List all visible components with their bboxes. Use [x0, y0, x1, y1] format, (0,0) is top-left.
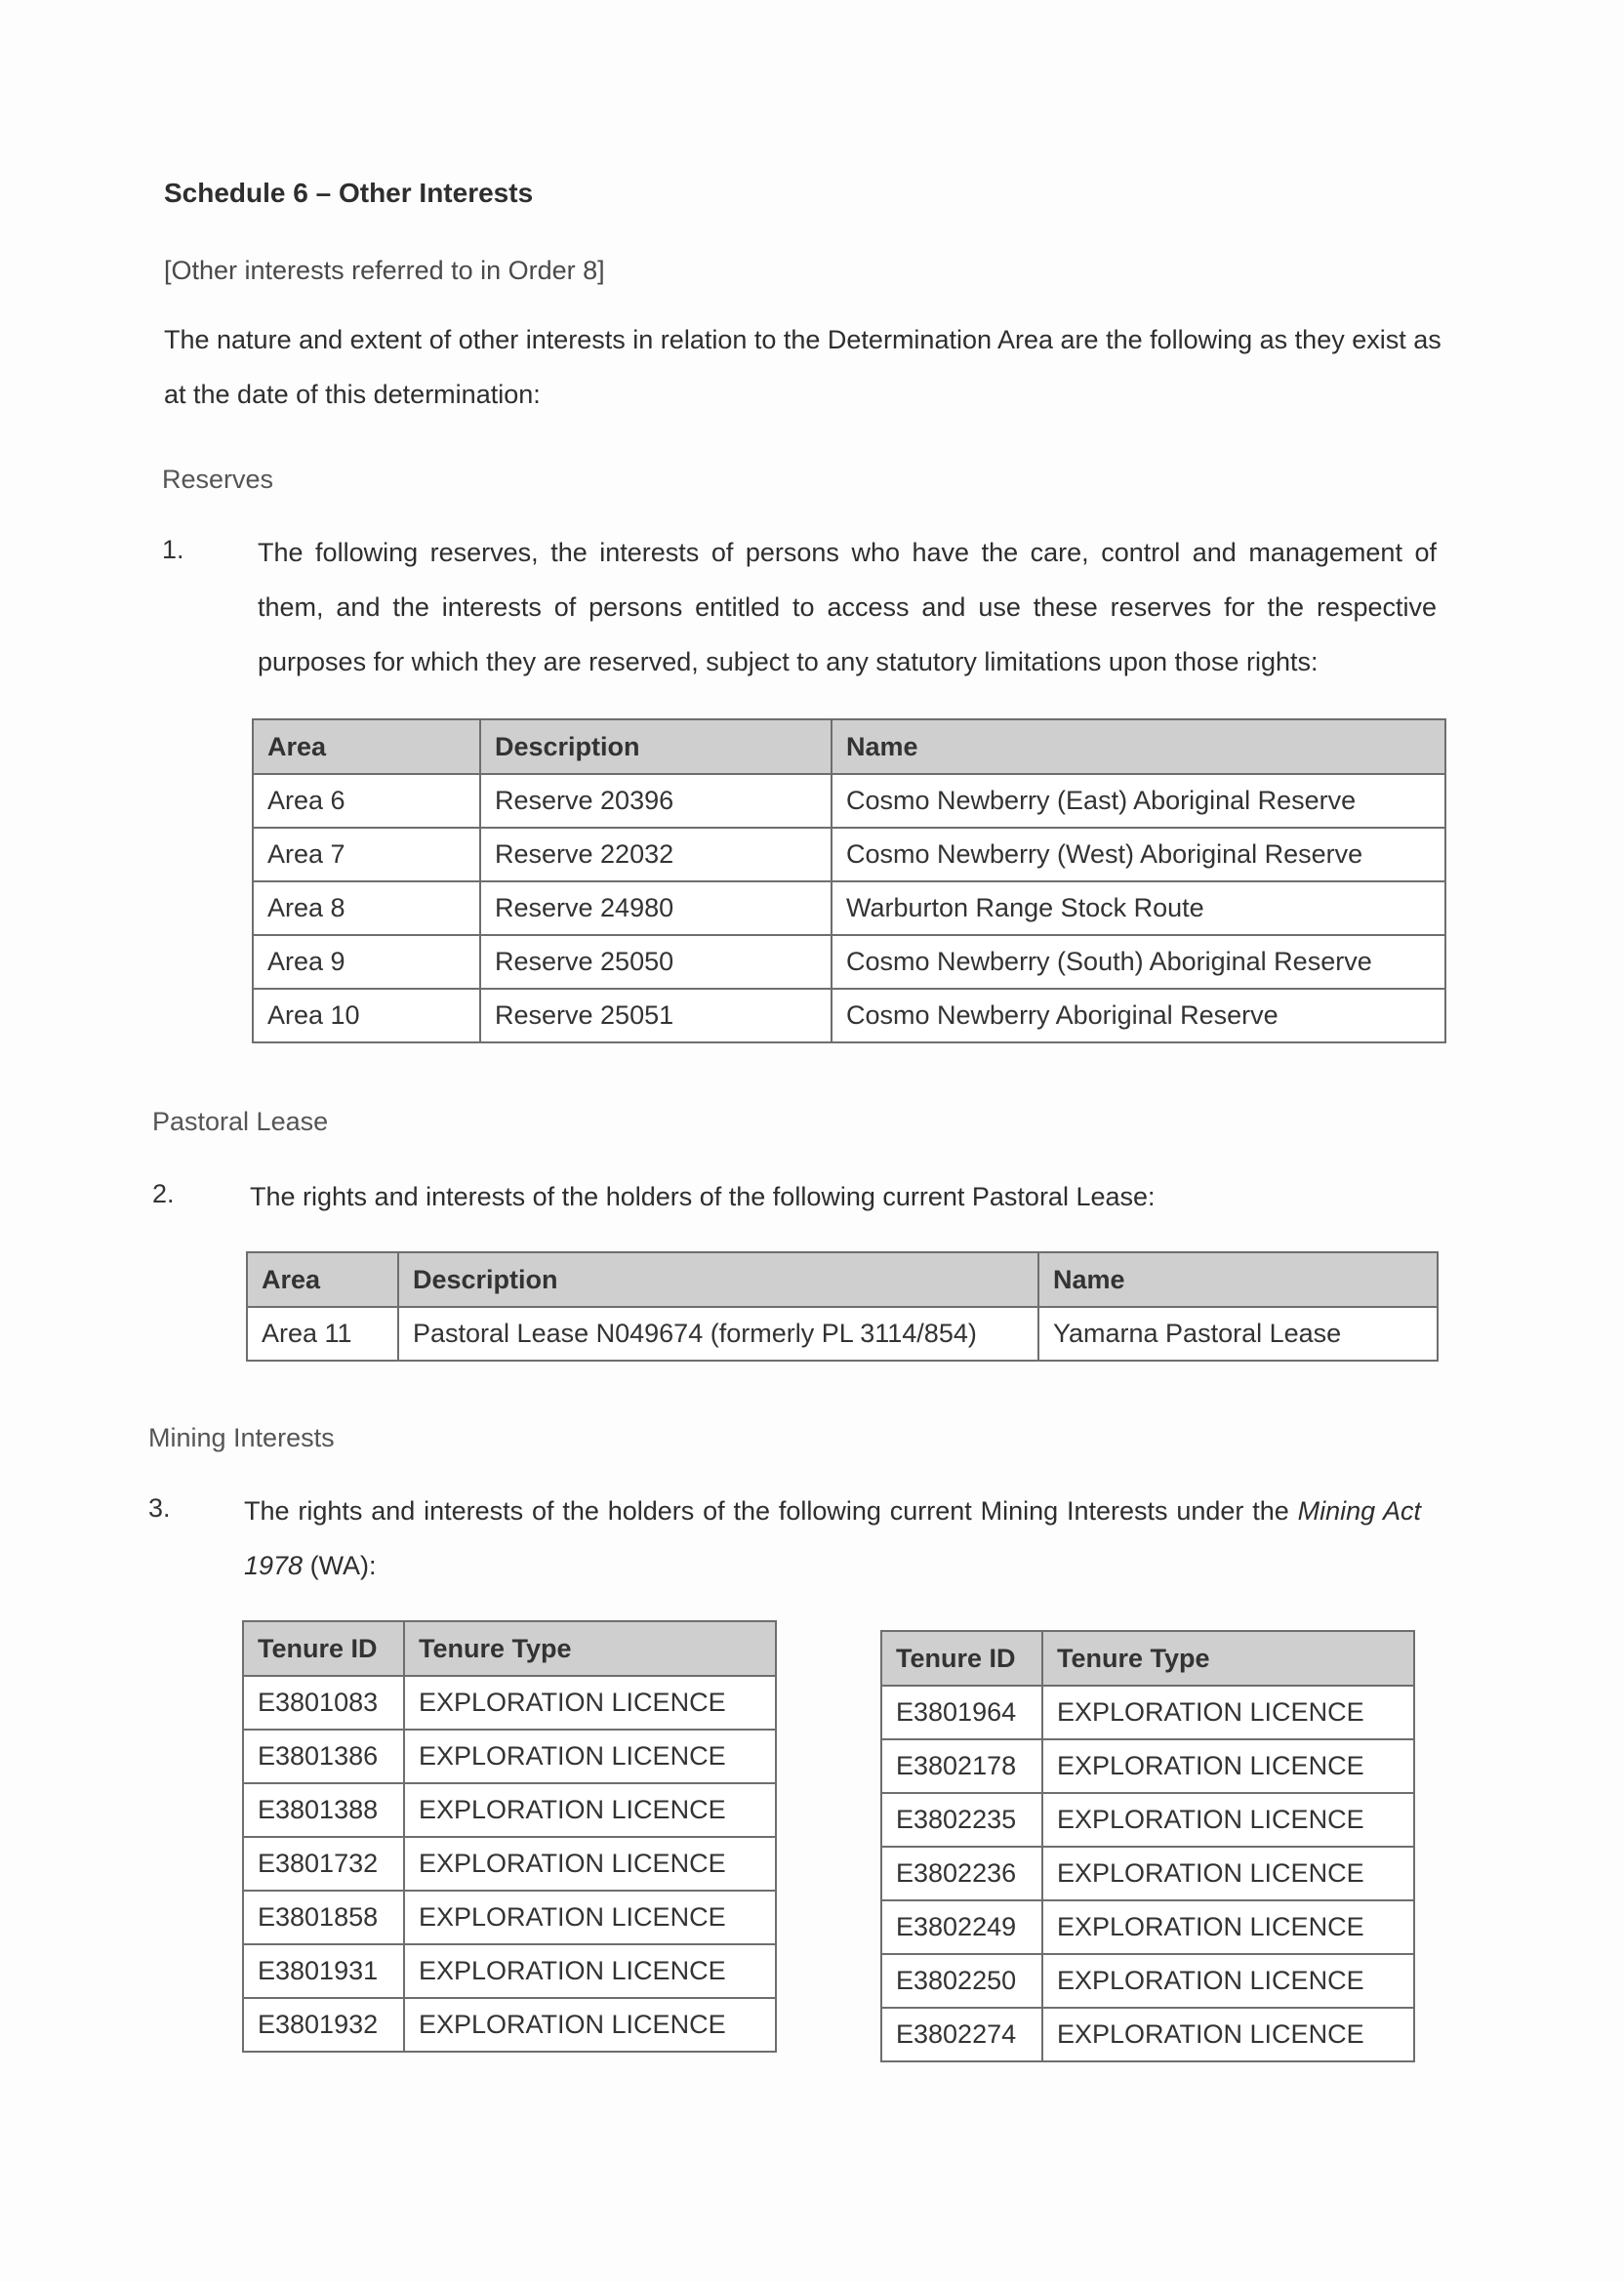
table-row — [881, 1793, 1414, 1847]
mining-table-right — [880, 1630, 1415, 2062]
section-heading-mining-interests: Mining Interests — [148, 1423, 335, 1452]
pastoral-lease-table — [246, 1251, 1439, 1362]
cell-area: Area 7 — [253, 828, 480, 881]
table-row — [253, 774, 1445, 828]
cell-area: Area 8 — [253, 881, 480, 935]
cell-tenure-type: EXPLORATION LICENCE — [1042, 1793, 1414, 1847]
mining-table-left — [242, 1620, 777, 2053]
table-header-row — [247, 1252, 1438, 1307]
cell-area: Area 10 — [253, 989, 480, 1042]
cell-tenure-type: EXPLORATION LICENCE — [1042, 2008, 1414, 2061]
column-header-tenure-type: Tenure Type — [1042, 1631, 1414, 1686]
cell-area: Area 9 — [253, 935, 480, 989]
mining-paragraph-text: The rights and interests of the holders of the following current Mining Interests under the — [244, 1496, 1289, 1526]
cell-tenure-type: EXPLORATION LICENCE — [1042, 1954, 1414, 2008]
cell-description: Reserve 22032 — [480, 828, 832, 881]
cell-tenure-type: EXPLORATION LICENCE — [404, 1676, 776, 1730]
cell-description: Reserve 20396 — [480, 774, 832, 828]
cell-tenure-id: E3802250 — [881, 1954, 1042, 2008]
cell-tenure-type: EXPLORATION LICENCE — [404, 1783, 776, 1837]
cell-tenure-id: E3801858 — [243, 1891, 404, 1944]
cell-name: Cosmo Newberry (East) Aboriginal Reserve — [832, 774, 1445, 828]
reserves-paragraph: The following reserves, the interests of persons who have the care, control and management of them, and the interests of persons entitled to access and use these reserves for the respective purposes for which they are reserved, subject to any statutory limitations upon those rights: — [258, 538, 1437, 676]
cell-description: Reserve 25050 — [480, 935, 832, 989]
table-row — [881, 1847, 1414, 1900]
section-heading-reserves: Reserves — [162, 465, 274, 494]
table-row — [881, 2008, 1414, 2061]
cell-tenure-type: EXPLORATION LICENCE — [1042, 1900, 1414, 1954]
table-row — [253, 935, 1445, 989]
cell-tenure-type: EXPLORATION LICENCE — [404, 1944, 776, 1998]
column-header-area: Area — [247, 1252, 398, 1307]
column-header-name: Name — [832, 719, 1445, 774]
column-header-tenure-id: Tenure ID — [881, 1631, 1042, 1686]
section-heading-pastoral-lease: Pastoral Lease — [152, 1107, 329, 1136]
item-number-2: 2. — [152, 1179, 175, 1208]
mining-act-name: Mining Act 1978 — [244, 1496, 1422, 1580]
table-row — [881, 1686, 1414, 1739]
column-header-name: Name — [1038, 1252, 1438, 1307]
column-header-tenure-id: Tenure ID — [243, 1621, 404, 1676]
cell-tenure-id: E3801083 — [243, 1676, 404, 1730]
column-header-description: Description — [480, 719, 832, 774]
cell-tenure-id: E3802178 — [881, 1739, 1042, 1793]
mining-paragraph — [244, 1484, 1421, 1593]
cell-tenure-id: E3801932 — [243, 1998, 404, 2052]
column-header-area: Area — [253, 719, 480, 774]
cell-tenure-type: EXPLORATION LICENCE — [404, 1837, 776, 1891]
table-row — [253, 881, 1445, 935]
table-row — [243, 1891, 776, 1944]
table-row — [243, 1998, 776, 2052]
table-header-row — [253, 719, 1445, 774]
cell-tenure-type: EXPLORATION LICENCE — [1042, 1847, 1414, 1900]
item-number-1: 1. — [162, 535, 184, 564]
cell-name: Warburton Range Stock Route — [832, 881, 1445, 935]
cell-name: Cosmo Newberry (South) Aboriginal Reserve — [832, 935, 1445, 989]
page-title: Schedule 6 – Other Interests — [164, 178, 534, 208]
table-row — [243, 1676, 776, 1730]
table-row — [243, 1944, 776, 1998]
cell-tenure-id: E3801388 — [243, 1783, 404, 1837]
cell-tenure-type: EXPLORATION LICENCE — [404, 1730, 776, 1783]
cell-description: Pastoral Lease N049674 (formerly PL 3114/854) — [398, 1307, 1038, 1361]
cell-tenure-type: EXPLORATION LICENCE — [404, 1891, 776, 1944]
cell-tenure-id: E3802235 — [881, 1793, 1042, 1847]
cell-tenure-type: EXPLORATION LICENCE — [1042, 1739, 1414, 1793]
cell-name: Yamarna Pastoral Lease — [1038, 1307, 1438, 1361]
table-header-row — [881, 1631, 1414, 1686]
cell-tenure-type: EXPLORATION LICENCE — [404, 1998, 776, 2052]
table-row — [243, 1730, 776, 1783]
column-header-tenure-type: Tenure Type — [404, 1621, 776, 1676]
cell-description: Reserve 25051 — [480, 989, 832, 1042]
reserves-table — [252, 718, 1446, 1043]
column-header-description: Description — [398, 1252, 1038, 1307]
table-row — [243, 1837, 776, 1891]
table-row — [247, 1307, 1438, 1361]
table-row — [881, 1739, 1414, 1793]
cell-tenure-id: E3801931 — [243, 1944, 404, 1998]
table-row — [253, 828, 1445, 881]
cell-tenure-id: E3802274 — [881, 2008, 1042, 2061]
table-row — [881, 1900, 1414, 1954]
mining-act-jurisdiction: (WA): — [303, 1551, 377, 1580]
cell-area: Area 6 — [253, 774, 480, 828]
pastoral-paragraph: The rights and interests of the holders of the following current Pastoral Lease: — [250, 1182, 1156, 1211]
cell-area: Area 11 — [247, 1307, 398, 1361]
intro-paragraph: The nature and extent of other interests in relation to the Determination Area are the following as they exist as at the date of this determination: — [164, 325, 1441, 409]
table-row — [243, 1783, 776, 1837]
table-header-row — [243, 1621, 776, 1676]
cell-tenure-type: EXPLORATION LICENCE — [1042, 1686, 1414, 1739]
cell-description: Reserve 24980 — [480, 881, 832, 935]
item-number-3: 3. — [148, 1493, 171, 1523]
order-reference: [Other interests referred to in Order 8] — [164, 256, 605, 285]
cell-name: Cosmo Newberry (West) Aboriginal Reserve — [832, 828, 1445, 881]
cell-tenure-id: E3802236 — [881, 1847, 1042, 1900]
table-row — [881, 1954, 1414, 2008]
cell-tenure-id: E3801964 — [881, 1686, 1042, 1739]
table-row — [253, 989, 1445, 1042]
cell-name: Cosmo Newberry Aboriginal Reserve — [832, 989, 1445, 1042]
cell-tenure-id: E3801732 — [243, 1837, 404, 1891]
cell-tenure-id: E3801386 — [243, 1730, 404, 1783]
cell-tenure-id: E3802249 — [881, 1900, 1042, 1954]
